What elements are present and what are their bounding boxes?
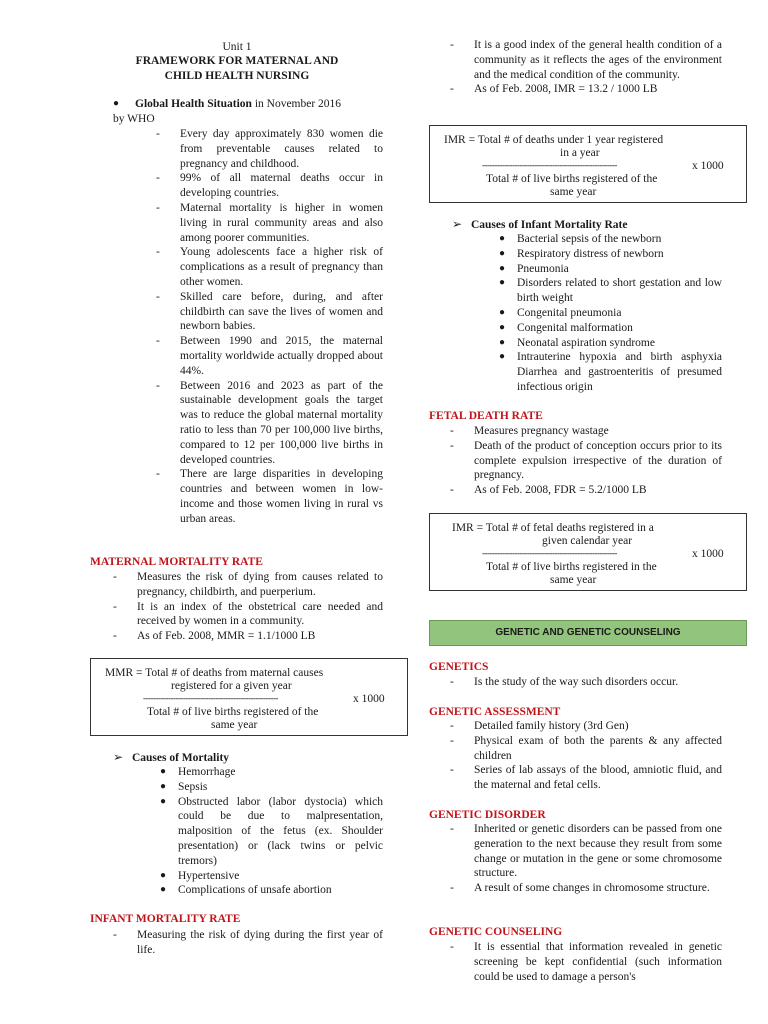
- list-item: - Measuring the risk of dying during the first year of life.: [113, 929, 383, 956]
- arrow-icon: ➢: [113, 750, 124, 764]
- fdr-list: [450, 424, 722, 498]
- formula-line: registered for a given year: [171, 680, 292, 692]
- global-health-heading: Global Health Situation: [135, 98, 252, 110]
- formula-multiplier: x 1000: [692, 548, 724, 560]
- list-item: ● Complications of unsafe abortion: [160, 884, 332, 897]
- mmr-causes-list: [158, 765, 383, 898]
- formula-line: IMR = Total # of fetal deaths registered in a: [452, 522, 654, 534]
- mmr-causes-heading: ➢ Causes of Mortality: [113, 750, 230, 764]
- list-item: - Death of the product of conception occurs prior to its complete expulsion irrespective of the duration of pregnancy.: [450, 439, 722, 482]
- counseling-heading: GENETIC COUNSELING: [429, 926, 563, 938]
- list-item: ● Congenital pneumonia: [499, 306, 622, 319]
- page-title: [90, 54, 384, 84]
- list-item: - It is a good index of the general health condition of a community as it reflects the ages of the environment and the medical condition of the community.: [450, 39, 722, 81]
- list-item: - There are large disparities in developing countries and between women in low-income and those women living in rural vs urban areas.: [156, 468, 383, 525]
- list-item: - Between 1990 and 2015, the maternal mortality worldwide actually dropped about 44%.: [156, 335, 383, 377]
- list-item: - It is an index of the obstetrical care needed and received by women in a community.: [113, 600, 383, 628]
- list-item: - Every day approximately 830 women die from preventable causes related to pregnancy and childhood.: [156, 128, 383, 170]
- assessment-heading: GENETIC ASSESSMENT: [429, 706, 561, 718]
- formula-line: same year: [211, 719, 258, 731]
- list-item: ● Congenital malformation: [499, 321, 633, 334]
- list-item: ● Hypertensive: [160, 869, 240, 882]
- list-item: - Measures pregnancy wastage: [450, 425, 609, 437]
- arrow-icon: ➢: [452, 217, 463, 231]
- unit-label: Unit 1: [222, 41, 252, 53]
- formula-divider: ------------------------------------------------------: [143, 693, 278, 703]
- formula-line: Total # of live births registered of the: [147, 706, 319, 718]
- mmr-formula-box: [90, 658, 408, 736]
- imr-heading: INFANT MORTALITY RATE: [90, 913, 241, 925]
- list-item: ● Sepsis: [160, 780, 208, 793]
- formula-line: given calendar year: [542, 535, 633, 547]
- genetic-counseling-banner: GENETIC AND GENETIC COUNSELING: [429, 620, 747, 646]
- imr-list-left: [113, 928, 383, 958]
- list-item: ● Pneumonia: [499, 262, 569, 275]
- list-item: ● Neonatal aspiration syndrome: [499, 336, 655, 349]
- page-title-line1: FRAMEWORK FOR MATERNAL AND: [135, 55, 339, 67]
- global-health-date: in November 2016: [251, 98, 342, 110]
- imr-formula-box: [429, 125, 747, 203]
- fdr-formula-box: [429, 513, 747, 591]
- formula-line: MMR = Total # of deaths from maternal causes: [105, 667, 324, 679]
- formula-line: Total # of live births registered of the: [486, 173, 658, 185]
- formula-multiplier: x 1000: [692, 160, 724, 172]
- list-item: - Inherited or genetic disorders can be passed from one generation to the next because they result from some change or mutation in the gene or some chromosome structure.: [450, 823, 722, 880]
- list-item: - Physical exam of both the parents & any affected children: [450, 734, 722, 762]
- formula-divider: ------------------------------------------------------: [482, 548, 617, 558]
- list-item: ● Bacterial sepsis of the newborn: [499, 233, 662, 245]
- formula-divider: ------------------------------------------------------: [482, 160, 617, 170]
- list-item: - Skilled care before, during, and after childbirth can save the lives of women and newborn babies.: [156, 290, 383, 333]
- page-title-line2: CHILD HEALTH NURSING: [164, 69, 310, 82]
- list-item: - As of Feb. 2008, IMR = 13.2 / 1000 LB: [450, 83, 658, 96]
- global-health-bullet: [113, 97, 383, 127]
- list-item: - 99% of all maternal deaths occur in developing countries.: [156, 172, 383, 200]
- list-item: - Maternal mortality is higher in women living in rural community areas and also among poorer communities.: [156, 201, 383, 244]
- list-item: - A result of some changes in chromosome structure.: [450, 882, 710, 895]
- imr-causes-list: [497, 232, 722, 395]
- formula-line: in a year: [560, 147, 600, 159]
- imr-list-right: [450, 38, 722, 97]
- list-item: - Is the study of the way such disorders occur.: [450, 676, 679, 688]
- disorder-heading: GENETIC DISORDER: [429, 809, 546, 821]
- genetics-list: [450, 675, 722, 690]
- list-item: - Detailed family history (3rd Gen): [450, 720, 629, 732]
- list-item: - Measures the risk of dying from causes related to pregnancy, childbirth, and puerperium.: [113, 571, 383, 598]
- list-item: - Between 2016 and 2023 as part of the sustainable development goals the target was to reduce the global maternal mortality ratio to less than 70 per 100,000 live births, compared to 12 per 100,000 live births in developed countries.: [156, 379, 383, 466]
- list-item: ● Disorders related to short gestation and low birth weight: [499, 277, 722, 305]
- list-item: ● Hemorrhage: [160, 766, 236, 778]
- formula-line: same year: [550, 574, 597, 586]
- list-item: - Young adolescents face a higher risk of complications as a result of pregnancy than other women.: [156, 246, 383, 288]
- formula-line: IMR = Total # of deaths under 1 year registered: [444, 134, 664, 146]
- disorder-list: [450, 822, 722, 896]
- list-item: - As of Feb. 2008, MMR = 1.1/1000 LB: [113, 630, 316, 643]
- formula-line: Total # of live births registered in the: [486, 561, 657, 573]
- list-item: - It is essential that information revealed in genetic screening be kept confidential (such information could be used to damage a person's: [450, 941, 722, 983]
- formula-multiplier: x 1000: [353, 693, 385, 705]
- bullet-marker: ●: [113, 98, 120, 109]
- assessment-list: [450, 719, 722, 793]
- mmr-list: [113, 570, 383, 644]
- fdr-heading: FETAL DEATH RATE: [429, 410, 543, 422]
- list-item: ● Obstructed labor (labor dystocia) which could be due to malpresentation, malposition of the fetus (ex. Shoulder presentation) or (lack twins or pelvic tremors): [160, 795, 383, 867]
- global-health-source: by WHO: [113, 112, 155, 125]
- global-health-list: [156, 127, 383, 527]
- counseling-list: [450, 940, 722, 984]
- list-item: ● Intrauterine hypoxia and birth asphyxia Diarrhea and gastroenteritis of presumed infectious origin: [499, 351, 722, 393]
- list-item: ● Respiratory distress of newborn: [499, 247, 664, 260]
- imr-causes-heading: ➢ Causes of Infant Mortality Rate: [452, 217, 628, 231]
- list-item: - Series of lab assays of the blood, amniotic fluid, and the maternal and fetal cells.: [450, 764, 722, 792]
- formula-line: same year: [550, 186, 597, 198]
- list-item: - As of Feb. 2008, FDR = 5.2/1000 LB: [450, 484, 647, 497]
- mmr-heading: MATERNAL MORTALITY RATE: [90, 556, 263, 568]
- genetics-heading: GENETICS: [429, 661, 489, 673]
